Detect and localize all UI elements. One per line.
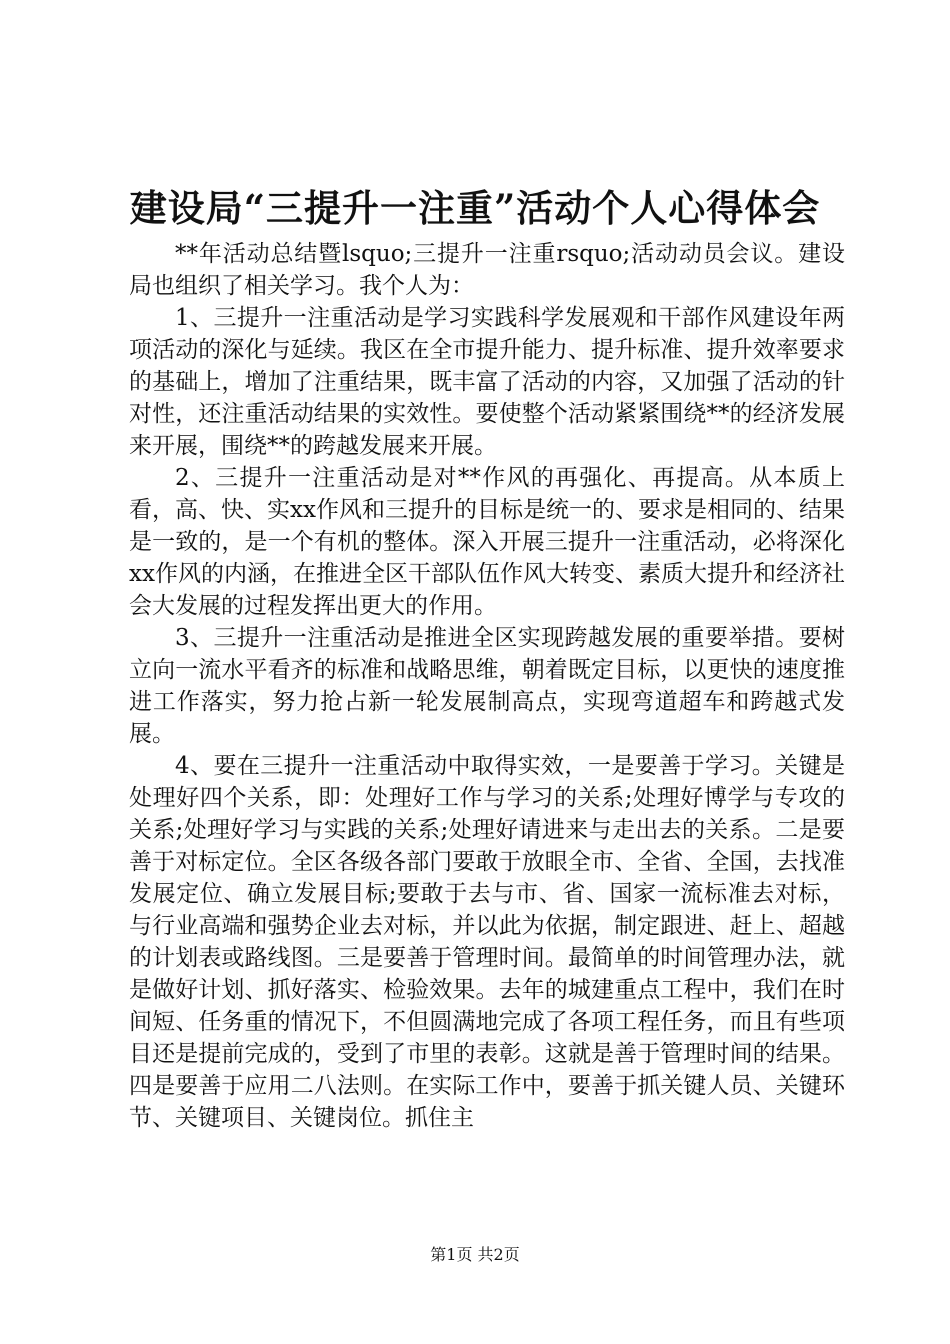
- page-number-footer: 第1页 共2页: [430, 1245, 520, 1264]
- document-body: [129, 238, 845, 1134]
- paragraph-point-4: 4、要在三提升一注重活动中取得实效，一是要善于学习。关键是处理好四个关系，即：处理好工作与学习的关系;处理好博学与专攻的关系;处理好学习与实践的关系;处理好请进来与走出去的关系。二是要善于对标定位。全区各级各部门要敢于放眼全市、全省、全国，去找准发展定位、确立发展目标;要敢于去与市、省、国家一流标准去对标，与行业高端和强势企业去对标，并以此为依据，制定跟进、赶上、超越的计划表或路线图。三是要善于管理时间。最简单的时间管理办法，就是做好计划、抓好落实、检验效果。去年的城建重点工程中，我们在时间短、任务重的情况下，不但圆满地完成了各项工程任务，而且有些项目还是提前完成的，受到了市里的表彰。这就是善于管理时间的结果。四是要善于应用二八法则。在实际工作中，要善于抓关键人员、关键环节、关键项目、关键岗位。抓住主: [129, 753, 845, 1131]
- paragraph-intro: **年活动总结暨lsquo;三提升一注重rsquo;活动动员会议。建设局也组织了相关学习。我个人为：: [129, 241, 845, 299]
- document-title: 建设局“三提升一注重”活动个人心得体会: [129, 186, 821, 230]
- paragraph-point-3: 3、三提升一注重活动是推进全区实现跨越发展的重要举措。要树立向一流水平看齐的标准和战略思维，朝着既定目标，以更快的速度推进工作落实，努力抢占新一轮发展制高点，实现弯道超车和跨越式发展。: [129, 625, 845, 747]
- paragraph-point-1: 1、三提升一注重活动是学习实践科学发展观和干部作风建设年两项活动的深化与延续。我区在全市提升能力、提升标准、提升效率要求的基础上，增加了注重结果，既丰富了活动的内容，又加强了活动的针对性，还注重活动结果的实效性。要使整个活动紧紧围绕**的经济发展来开展，围绕**的跨越发展来开展。: [129, 305, 845, 459]
- paragraph-point-2: 2、三提升一注重活动是对**作风的再强化、再提高。从本质上看，高、快、实xx作风和三提升的目标是统一的、要求是相同的、结果是一致的，是一个有机的整体。深入开展三提升一注重活动，必将深化xx作风的内涵，在推进全区干部队伍作风大转变、素质大提升和经济社会大发展的过程发挥出更大的作用。: [129, 465, 845, 619]
